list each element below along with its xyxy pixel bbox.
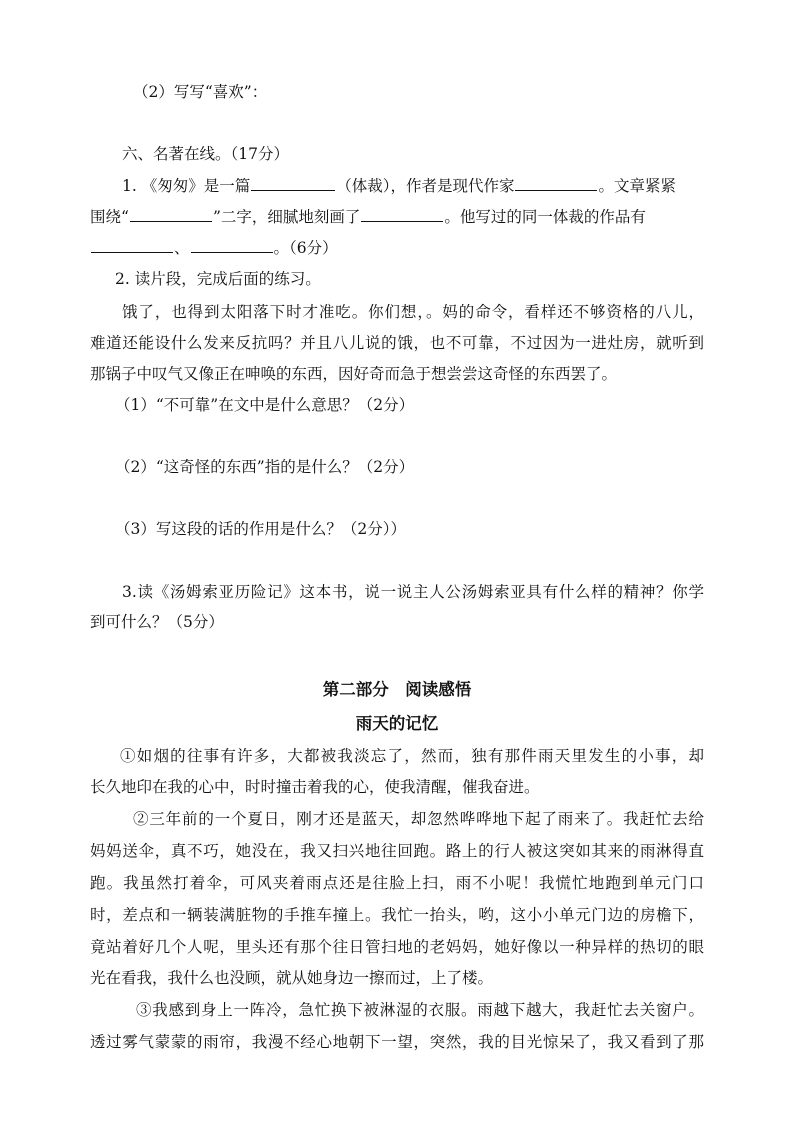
part-two-title: 第二部分 阅读感悟 bbox=[322, 680, 472, 699]
article-paragraph-line: 时，差点和一辆装满脏物的手推车撞上。我忙一抬头，哟，这小小单元门边的房檐下， bbox=[90, 906, 704, 924]
q1-text-e: ”二字，细腻地刻画了 bbox=[212, 208, 361, 226]
passage-line: 饿了，也得到太阳落下时才准吃。你们想，。妈的命令，看样还不够资格的八儿， bbox=[122, 303, 704, 321]
q1-text-a: 1. 《匆匆》是一篇 bbox=[122, 177, 251, 195]
section-6-title: 六、名著在线。（17分） bbox=[122, 145, 289, 163]
passage-line: 那锅子中叹气又像正在呻唤的东西，因好奇而急于想尝尝这奇怪的东西罢了。 bbox=[90, 365, 618, 383]
question-2-title: 2. 读片段，完成后面的练习。 bbox=[115, 270, 321, 288]
blank-work-2[interactable] bbox=[191, 238, 273, 253]
blank-depiction[interactable] bbox=[361, 207, 443, 222]
sub-question-3: （3）写这段的话的作用是什么？（2分）） bbox=[115, 520, 406, 538]
article-paragraph-line: ②三年前的一个夏日，刚才还是蓝天，却忽然哗哗地下起了雨来了。我赶忙去给 bbox=[133, 810, 704, 828]
article-paragraph-line: 长久地印在我的心中，时时撞击着我的心，使我清醒，催我奋进。 bbox=[90, 778, 540, 796]
article-paragraph-line: ①如烟的往事有许多，大都被我淡忘了，然而，独有那件雨天里发生的小事，却 bbox=[120, 747, 704, 765]
question-1-line-1 bbox=[122, 176, 704, 196]
article-title: 雨天的记忆 bbox=[355, 714, 439, 733]
q1-text-b: （体裁），作者是现代作家 bbox=[336, 177, 515, 195]
question-1-line-3 bbox=[90, 238, 704, 258]
article-paragraph-line: 竟站着好几个人呢，里头还有那个往日管扫地的老妈妈，她好像以一种异样的热切的眼 bbox=[90, 938, 704, 956]
sub-question-2: （2）“这奇怪的东西”指的是什么？（2分） bbox=[115, 458, 415, 476]
q1-text-g: 、 bbox=[174, 239, 190, 257]
question-1-line-2 bbox=[90, 207, 704, 227]
article-paragraph-line: 光在看我，我什么也没顾，就从她身边一擦而过，上了楼。 bbox=[90, 969, 494, 987]
question-3-line-1: 3.读《汤姆索亚历险记》这本书，说一说主人公汤姆索亚具有什么样的精神？你学 bbox=[122, 583, 704, 601]
q1-text-f: 。他写过的同一体裁的作品有 bbox=[444, 208, 646, 226]
blank-keyword[interactable] bbox=[130, 207, 212, 222]
article-paragraph-line: 妈妈送伞，真不巧，她没在，我又扫兴地往回跑。路上的行人被这突如其来的雨淋得直 bbox=[90, 842, 704, 860]
article-paragraph-line: 跑。我虽然打着伞，可风夹着雨点还是往脸上扫，雨不小呢！我慌忙地跑到单元门口 bbox=[90, 874, 704, 892]
question-3-line-2: 到可什么？（5分） bbox=[90, 613, 224, 631]
blank-work-1[interactable] bbox=[91, 238, 173, 253]
article-paragraph-line: ③我感到身上一阵冷，急忙换下被淋湿的衣服。雨越下越大，我赶忙去关窗户。 bbox=[136, 1001, 704, 1019]
blank-genre[interactable] bbox=[251, 176, 335, 191]
q1-text-h: 。（6分） bbox=[273, 239, 338, 257]
q1-text-c: 。文章紧紧 bbox=[598, 177, 676, 195]
q1-text-d: 围绕“ bbox=[90, 208, 129, 226]
passage-line: 难道还能设什么发来反抗吗？并且八儿说的饿，也不可靠，不过因为一进灶房，就听到 bbox=[90, 334, 704, 352]
article-paragraph-line: 透过雾气蒙蒙的雨帘，我漫不经心地朝下一望，突然，我的目光惊呆了，我又看到了那 bbox=[90, 1033, 704, 1051]
blank-author[interactable] bbox=[515, 176, 597, 191]
q2-write-prompt: （2）写写“喜欢”： bbox=[133, 83, 268, 101]
sub-question-1: （1）“不可靠”在文中是什么意思？（2分） bbox=[115, 396, 415, 414]
